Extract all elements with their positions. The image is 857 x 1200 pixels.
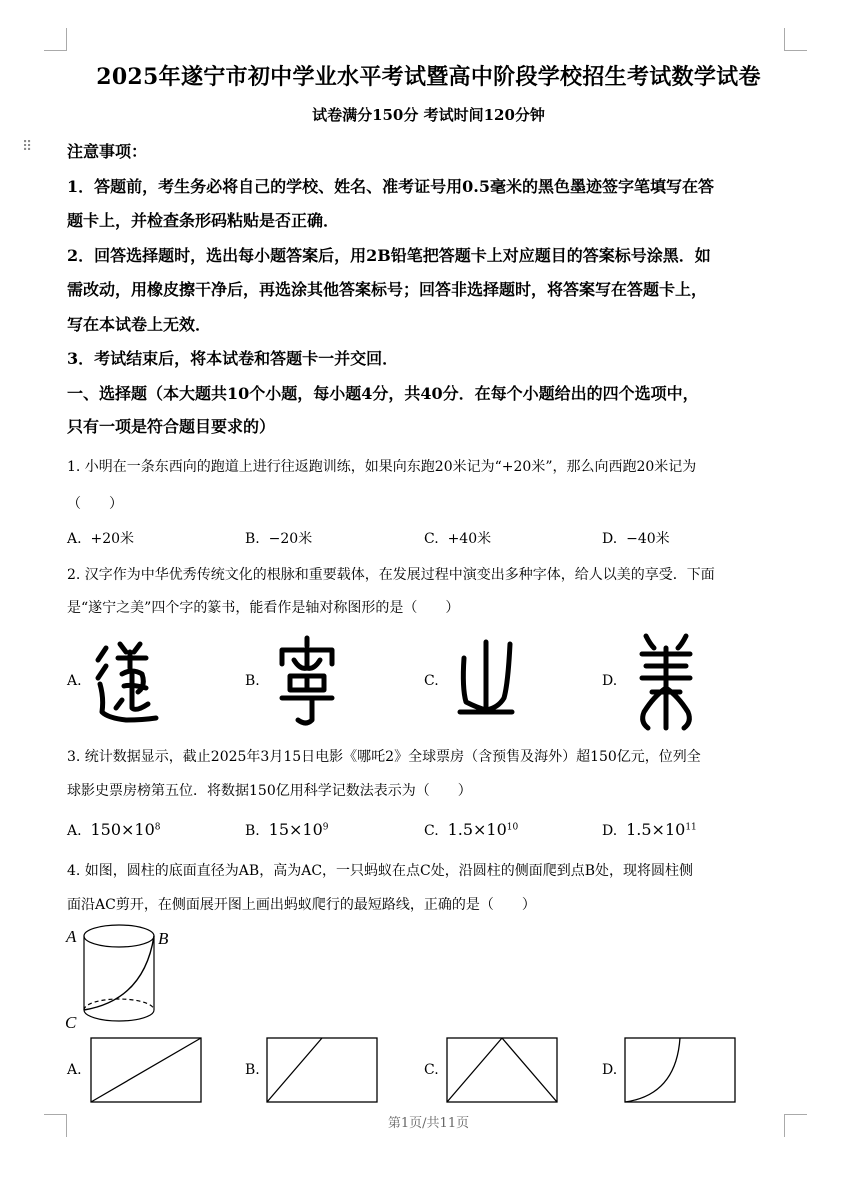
q2-option-c-label[interactable]: C. — [424, 673, 439, 689]
option-exponent: 11 — [685, 822, 697, 833]
question-1-text: 1. 小明在一条东西向的跑道上进行往返跑训练，如果向东跑20米记为“+20米”，那么向西跑20米记为 — [67, 459, 697, 475]
q2-option-d-label[interactable]: D. — [602, 673, 618, 689]
option-label: B. — [245, 531, 260, 547]
notice-line: 写在本试卷上无效． — [67, 315, 212, 334]
q1-option-b[interactable] — [245, 528, 312, 548]
notice-line: 1．答题前，考生务必将自己的学校、姓名、准考证号用0.5毫米的黑色墨迹签字笔填写在答 — [67, 177, 714, 196]
q3-option-d[interactable] — [602, 820, 697, 839]
question-3-text: 3. 统计数据显示，截止2025年3月15日电影《哪吒2》全球票房（含预售及海外）超150亿元，位列全 — [67, 749, 701, 765]
point-c-label: C — [65, 1013, 77, 1032]
q4-option-c-label[interactable]: C. — [424, 1062, 439, 1078]
option-exponent: 10 — [506, 822, 519, 833]
q4-option-c-figure[interactable] — [446, 1037, 558, 1107]
q3-option-b[interactable] — [245, 820, 329, 839]
question-2-text: 2. 汉字作为中华优秀传统文化的根脉和重要载体，在发展过程中演变出多种字体，给人以美的享受．下面 — [67, 567, 715, 583]
q1-option-c[interactable] — [424, 528, 491, 548]
option-label: D. — [602, 823, 618, 839]
option-label: B. — [245, 823, 260, 839]
option-label: A. — [67, 531, 82, 547]
q4-option-a-figure[interactable] — [90, 1037, 202, 1107]
corner-mark-top-right — [784, 28, 807, 51]
notice-line: 2．回答选择题时，选出每小题答案后，用2B铅笔把答题卡上对应题目的答案标号涂黑．如 — [67, 246, 711, 265]
q3-option-a[interactable] — [67, 820, 161, 839]
q2-option-a-label[interactable]: A. — [67, 673, 82, 689]
seal-script-mei-glyph[interactable] — [632, 630, 700, 734]
option-value: 1.5×10 — [447, 820, 507, 839]
option-value: 150×10 — [90, 820, 155, 839]
notice-line: 3．考试结束后，将本试卷和答题卡一并交回． — [67, 349, 399, 368]
seal-script-zhi-glyph[interactable] — [456, 638, 516, 718]
q3-option-c[interactable] — [424, 820, 518, 839]
corner-mark-top-left — [44, 28, 67, 51]
q1-option-a[interactable] — [67, 528, 134, 548]
notice-line: 需改动，用橡皮擦干净后，再选涂其他答案标号；回答非选择题时，将答案写在答题卡上， — [67, 280, 708, 299]
option-value: +20米 — [90, 531, 135, 547]
page-subtitle: 试卷满分150分 考试时间120分钟 — [312, 106, 545, 124]
option-value: −40米 — [626, 531, 670, 547]
option-exponent: 8 — [154, 822, 161, 833]
point-b-label: B — [158, 929, 169, 948]
q4-option-d-label[interactable]: D. — [602, 1062, 618, 1078]
option-value: 15×10 — [268, 820, 323, 839]
option-value: 1.5×10 — [626, 820, 686, 839]
option-label: A. — [67, 823, 82, 839]
option-value: +40米 — [447, 531, 492, 547]
drag-handle-icon[interactable]: ⠿ — [22, 139, 33, 155]
notice-line: 题卡上，并检查条形码粘贴是否正确． — [67, 211, 340, 230]
page-title: 2025年遂宁市初中学业水平考试暨高中阶段学校招生考试数学试卷 — [96, 64, 761, 90]
q4-option-a-label[interactable]: A. — [67, 1062, 82, 1078]
question-3-text: 球影史票房榜第五位．将数据150亿用科学记数法表示为（ ） — [67, 783, 472, 799]
q4-option-b-figure[interactable] — [266, 1037, 378, 1107]
question-4-text: 4. 如图，圆柱的底面直径为AB，高为AC，一只蚂蚁在点C处，沿圆柱的侧面爬到点B处，现将圆柱侧 — [67, 863, 694, 879]
option-exponent: 9 — [322, 822, 329, 833]
question-1-text: （ ） — [67, 496, 123, 512]
notice-heading: 注意事项： — [67, 142, 148, 161]
option-label: C. — [424, 531, 439, 547]
seal-script-ning-glyph[interactable] — [276, 634, 338, 728]
page-footer: 第1页/共11页 — [387, 1116, 470, 1131]
point-a-label: A — [66, 927, 77, 946]
cylinder-figure — [62, 920, 182, 1036]
section-heading: 一、选择题（本大题共10个小题，每小题4分，共40分．在每个小题给出的四个选项中， — [67, 384, 699, 403]
option-label: C. — [424, 823, 439, 839]
option-value: −20米 — [268, 531, 313, 547]
q2-option-b-label[interactable]: B. — [245, 673, 260, 689]
q1-option-d[interactable] — [602, 528, 670, 548]
seal-script-sui-glyph[interactable] — [92, 638, 160, 724]
section-heading: 只有一项是符合题目要求的） — [67, 417, 276, 436]
option-label: D. — [602, 531, 618, 547]
question-2-text: 是“遂宁之美”四个字的篆书，能看作是轴对称图形的是（ ） — [67, 600, 460, 616]
q4-option-b-label[interactable]: B. — [245, 1062, 260, 1078]
q4-option-d-figure[interactable] — [624, 1037, 736, 1107]
question-4-text: 面沿AC剪开，在侧面展开图上画出蚂蚁爬行的最短路线，正确的是（ ） — [67, 897, 536, 913]
